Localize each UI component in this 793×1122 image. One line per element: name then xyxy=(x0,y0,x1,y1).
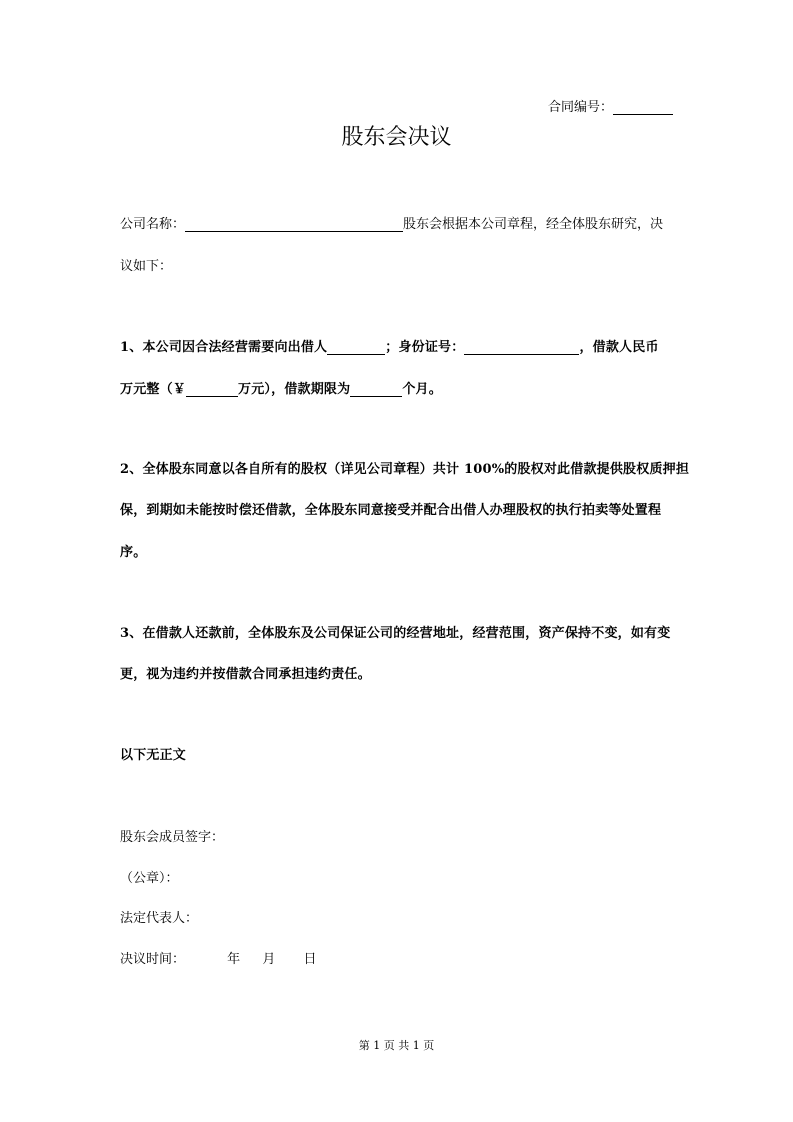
clause1-part1: 1、本公司因合法经营需要向出借人 xyxy=(120,340,328,355)
date-month: 月 xyxy=(262,952,276,967)
date-day: 日 xyxy=(303,952,317,967)
clause3-line-1: 3、在借款人还款前，全体股东及公司保证公司的经营地址，经营范围，资产保持不变，如有变 xyxy=(120,626,671,641)
clause1-part6: 个月。 xyxy=(402,382,442,397)
contract-number-blank[interactable] xyxy=(613,100,673,115)
clause3-line-2: 更，视为违约并按借款合同承担违约责任。 xyxy=(120,667,371,682)
intro-line-2: 议如下： xyxy=(120,259,173,274)
clause1-line-1 xyxy=(120,336,675,355)
contract-number xyxy=(548,96,673,115)
term-months-blank[interactable] xyxy=(350,382,402,397)
members-signature-label: 股东会成员签字： xyxy=(120,830,225,845)
clause1-part5: 万元），借款期限为 xyxy=(238,382,351,397)
contract-number-label: 合同编号： xyxy=(547,100,613,115)
lender-name-blank[interactable] xyxy=(327,340,385,355)
clause1-part3: ，借款人民币 xyxy=(579,340,659,355)
intro-text-1: 股东会根据本公司章程，经全体股东研究，决 xyxy=(403,217,664,232)
document-title: 股东会决议 xyxy=(341,125,452,150)
clause2-line-1: 2、全体股东同意以各自所有的股权（详见公司章程）共计 100%的股权对此借款提供股权质押担 xyxy=(120,462,690,477)
clause1-part4: 万元整（￥ xyxy=(120,382,187,397)
end-note: 以下无正文 xyxy=(120,748,187,763)
legal-rep-label: 法定代表人： xyxy=(120,911,199,926)
page-footer: 第 1 页 共 1 页 xyxy=(358,1039,435,1052)
intro-line-1 xyxy=(120,213,675,232)
amount-blank[interactable] xyxy=(186,382,238,397)
company-name-blank[interactable] xyxy=(185,217,403,232)
company-name-label: 公司名称： xyxy=(120,217,186,232)
clause2-line-2: 保，到期如未能按时偿还借款，全体股东同意接受并配合出借人办理股权的执行拍卖等处置程 xyxy=(120,503,662,518)
seal-label: （公章）： xyxy=(120,871,179,886)
date-label: 决议时间： xyxy=(120,952,186,967)
clause1-part2: ；身份证号： xyxy=(385,340,465,355)
clause1-line-2 xyxy=(120,378,675,397)
date-year: 年 xyxy=(227,952,241,967)
resolution-date xyxy=(120,948,675,967)
clause2-line-3: 序。 xyxy=(120,545,147,560)
id-number-blank[interactable] xyxy=(464,340,579,355)
